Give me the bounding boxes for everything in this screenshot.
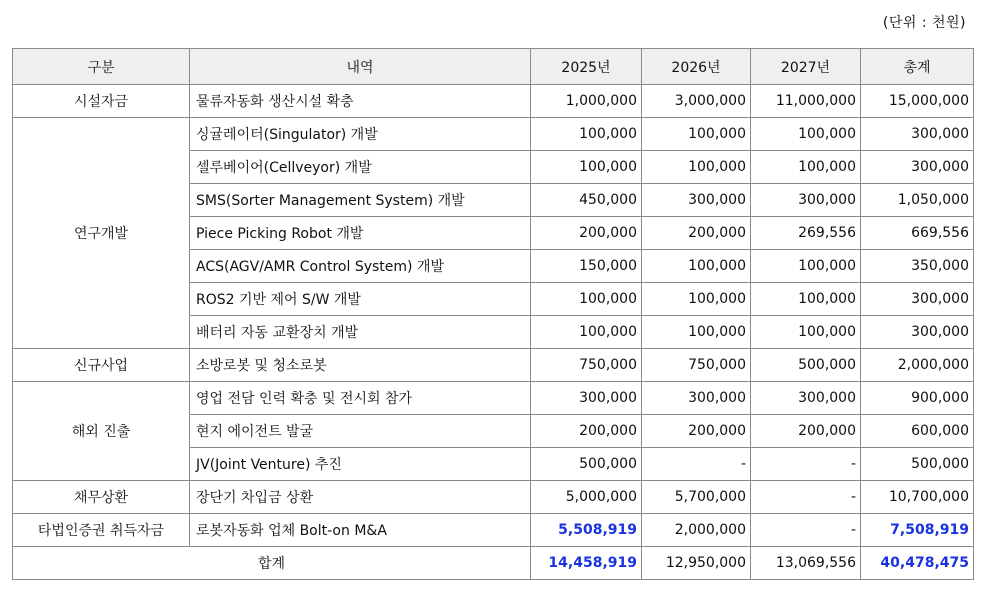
- row-total: 350,000: [861, 250, 974, 283]
- row-2025: 100,000: [531, 151, 642, 184]
- row-2027: 100,000: [751, 118, 861, 151]
- unit-label: (단위 : 천원): [882, 15, 966, 31]
- row-2026: 2,000,000: [642, 514, 751, 547]
- row-2027: 100,000: [751, 151, 861, 184]
- row-total: 1,050,000: [861, 184, 974, 217]
- table-row: [13, 382, 974, 415]
- row-item: Piece Picking Robot 개발: [190, 217, 531, 250]
- table-row: [13, 481, 974, 514]
- group-newbiz: 신규사업: [13, 349, 190, 382]
- sum-2026: 12,950,000: [642, 547, 751, 580]
- row-2025: 200,000: [531, 217, 642, 250]
- row-2026: 100,000: [642, 316, 751, 349]
- sum-2025: 14,458,919: [531, 547, 642, 580]
- row-2025: 100,000: [531, 118, 642, 151]
- row-2025: 500,000: [531, 448, 642, 481]
- sum-2027: 13,069,556: [751, 547, 861, 580]
- row-2027: 200,000: [751, 415, 861, 448]
- row-2025: 1,000,000: [531, 85, 642, 118]
- row-2025: 5,000,000: [531, 481, 642, 514]
- row-2025: 300,000: [531, 382, 642, 415]
- header-total: 총계: [861, 49, 974, 85]
- row-item: 물류자동화 생산시설 확충: [190, 85, 531, 118]
- row-2025: 100,000: [531, 316, 642, 349]
- row-total: 2,000,000: [861, 349, 974, 382]
- row-item: 셀루베이어(Cellveyor) 개발: [190, 151, 531, 184]
- row-item: 싱귤레이터(Singulator) 개발: [190, 118, 531, 151]
- header-category: 구분: [13, 49, 190, 85]
- header-2026: 2026년: [642, 49, 751, 85]
- sum-row: [13, 547, 974, 580]
- table-row: [13, 85, 974, 118]
- row-2027: 100,000: [751, 283, 861, 316]
- row-2026: 200,000: [642, 217, 751, 250]
- row-2025: 5,508,919: [531, 514, 642, 547]
- group-debt: 채무상환: [13, 481, 190, 514]
- row-item: 장단기 차입금 상환: [190, 481, 531, 514]
- row-item: 소방로봇 및 청소로봇: [190, 349, 531, 382]
- header-row: [13, 49, 974, 85]
- row-item: 영업 전담 인력 확충 및 전시회 참가: [190, 382, 531, 415]
- row-total: 300,000: [861, 316, 974, 349]
- row-2026: 100,000: [642, 250, 751, 283]
- row-2026: 100,000: [642, 118, 751, 151]
- row-total: 600,000: [861, 415, 974, 448]
- row-2026: 100,000: [642, 151, 751, 184]
- row-2026: 300,000: [642, 382, 751, 415]
- group-acquisition: 타법인증권 취득자금: [13, 514, 190, 547]
- row-2026: 300,000: [642, 184, 751, 217]
- table-row: [13, 118, 974, 151]
- row-item: ROS2 기반 제어 S/W 개발: [190, 283, 531, 316]
- row-total: 15,000,000: [861, 85, 974, 118]
- row-2027: 500,000: [751, 349, 861, 382]
- row-total: 500,000: [861, 448, 974, 481]
- row-2027: 100,000: [751, 250, 861, 283]
- row-2027: 300,000: [751, 184, 861, 217]
- row-item: ACS(AGV/AMR Control System) 개발: [190, 250, 531, 283]
- row-total: 300,000: [861, 151, 974, 184]
- row-item: 배터리 자동 교환장치 개발: [190, 316, 531, 349]
- row-total: 300,000: [861, 283, 974, 316]
- row-2026: 750,000: [642, 349, 751, 382]
- sum-label: 합계: [13, 547, 531, 580]
- table-row: [13, 349, 974, 382]
- row-2026: 200,000: [642, 415, 751, 448]
- header-2027: 2027년: [751, 49, 861, 85]
- row-2027: -: [751, 514, 861, 547]
- row-2026: 5,700,000: [642, 481, 751, 514]
- header-2025: 2025년: [531, 49, 642, 85]
- row-total: 300,000: [861, 118, 974, 151]
- row-item: JV(Joint Venture) 추진: [190, 448, 531, 481]
- table-row: [13, 514, 974, 547]
- row-2026: 3,000,000: [642, 85, 751, 118]
- group-facility: 시설자금: [13, 85, 190, 118]
- sum-total: 40,478,475: [861, 547, 974, 580]
- row-item: SMS(Sorter Management System) 개발: [190, 184, 531, 217]
- group-rnd: 연구개발: [13, 118, 190, 349]
- group-overseas: 해외 진출: [13, 382, 190, 481]
- row-2027: 300,000: [751, 382, 861, 415]
- row-2026: 100,000: [642, 283, 751, 316]
- row-2027: -: [751, 448, 861, 481]
- row-total: 669,556: [861, 217, 974, 250]
- row-2025: 750,000: [531, 349, 642, 382]
- row-2026: -: [642, 448, 751, 481]
- row-2025: 200,000: [531, 415, 642, 448]
- row-2027: -: [751, 481, 861, 514]
- row-2025: 100,000: [531, 283, 642, 316]
- row-2027: 269,556: [751, 217, 861, 250]
- fund-usage-table: [12, 48, 974, 580]
- row-item: 로봇자동화 업체 Bolt-on M&A: [190, 514, 531, 547]
- row-2027: 100,000: [751, 316, 861, 349]
- row-total: 7,508,919: [861, 514, 974, 547]
- row-2025: 150,000: [531, 250, 642, 283]
- row-item: 현지 에이전트 발굴: [190, 415, 531, 448]
- row-2027: 11,000,000: [751, 85, 861, 118]
- header-detail: 내역: [190, 49, 531, 85]
- row-total: 10,700,000: [861, 481, 974, 514]
- row-total: 900,000: [861, 382, 974, 415]
- row-2025: 450,000: [531, 184, 642, 217]
